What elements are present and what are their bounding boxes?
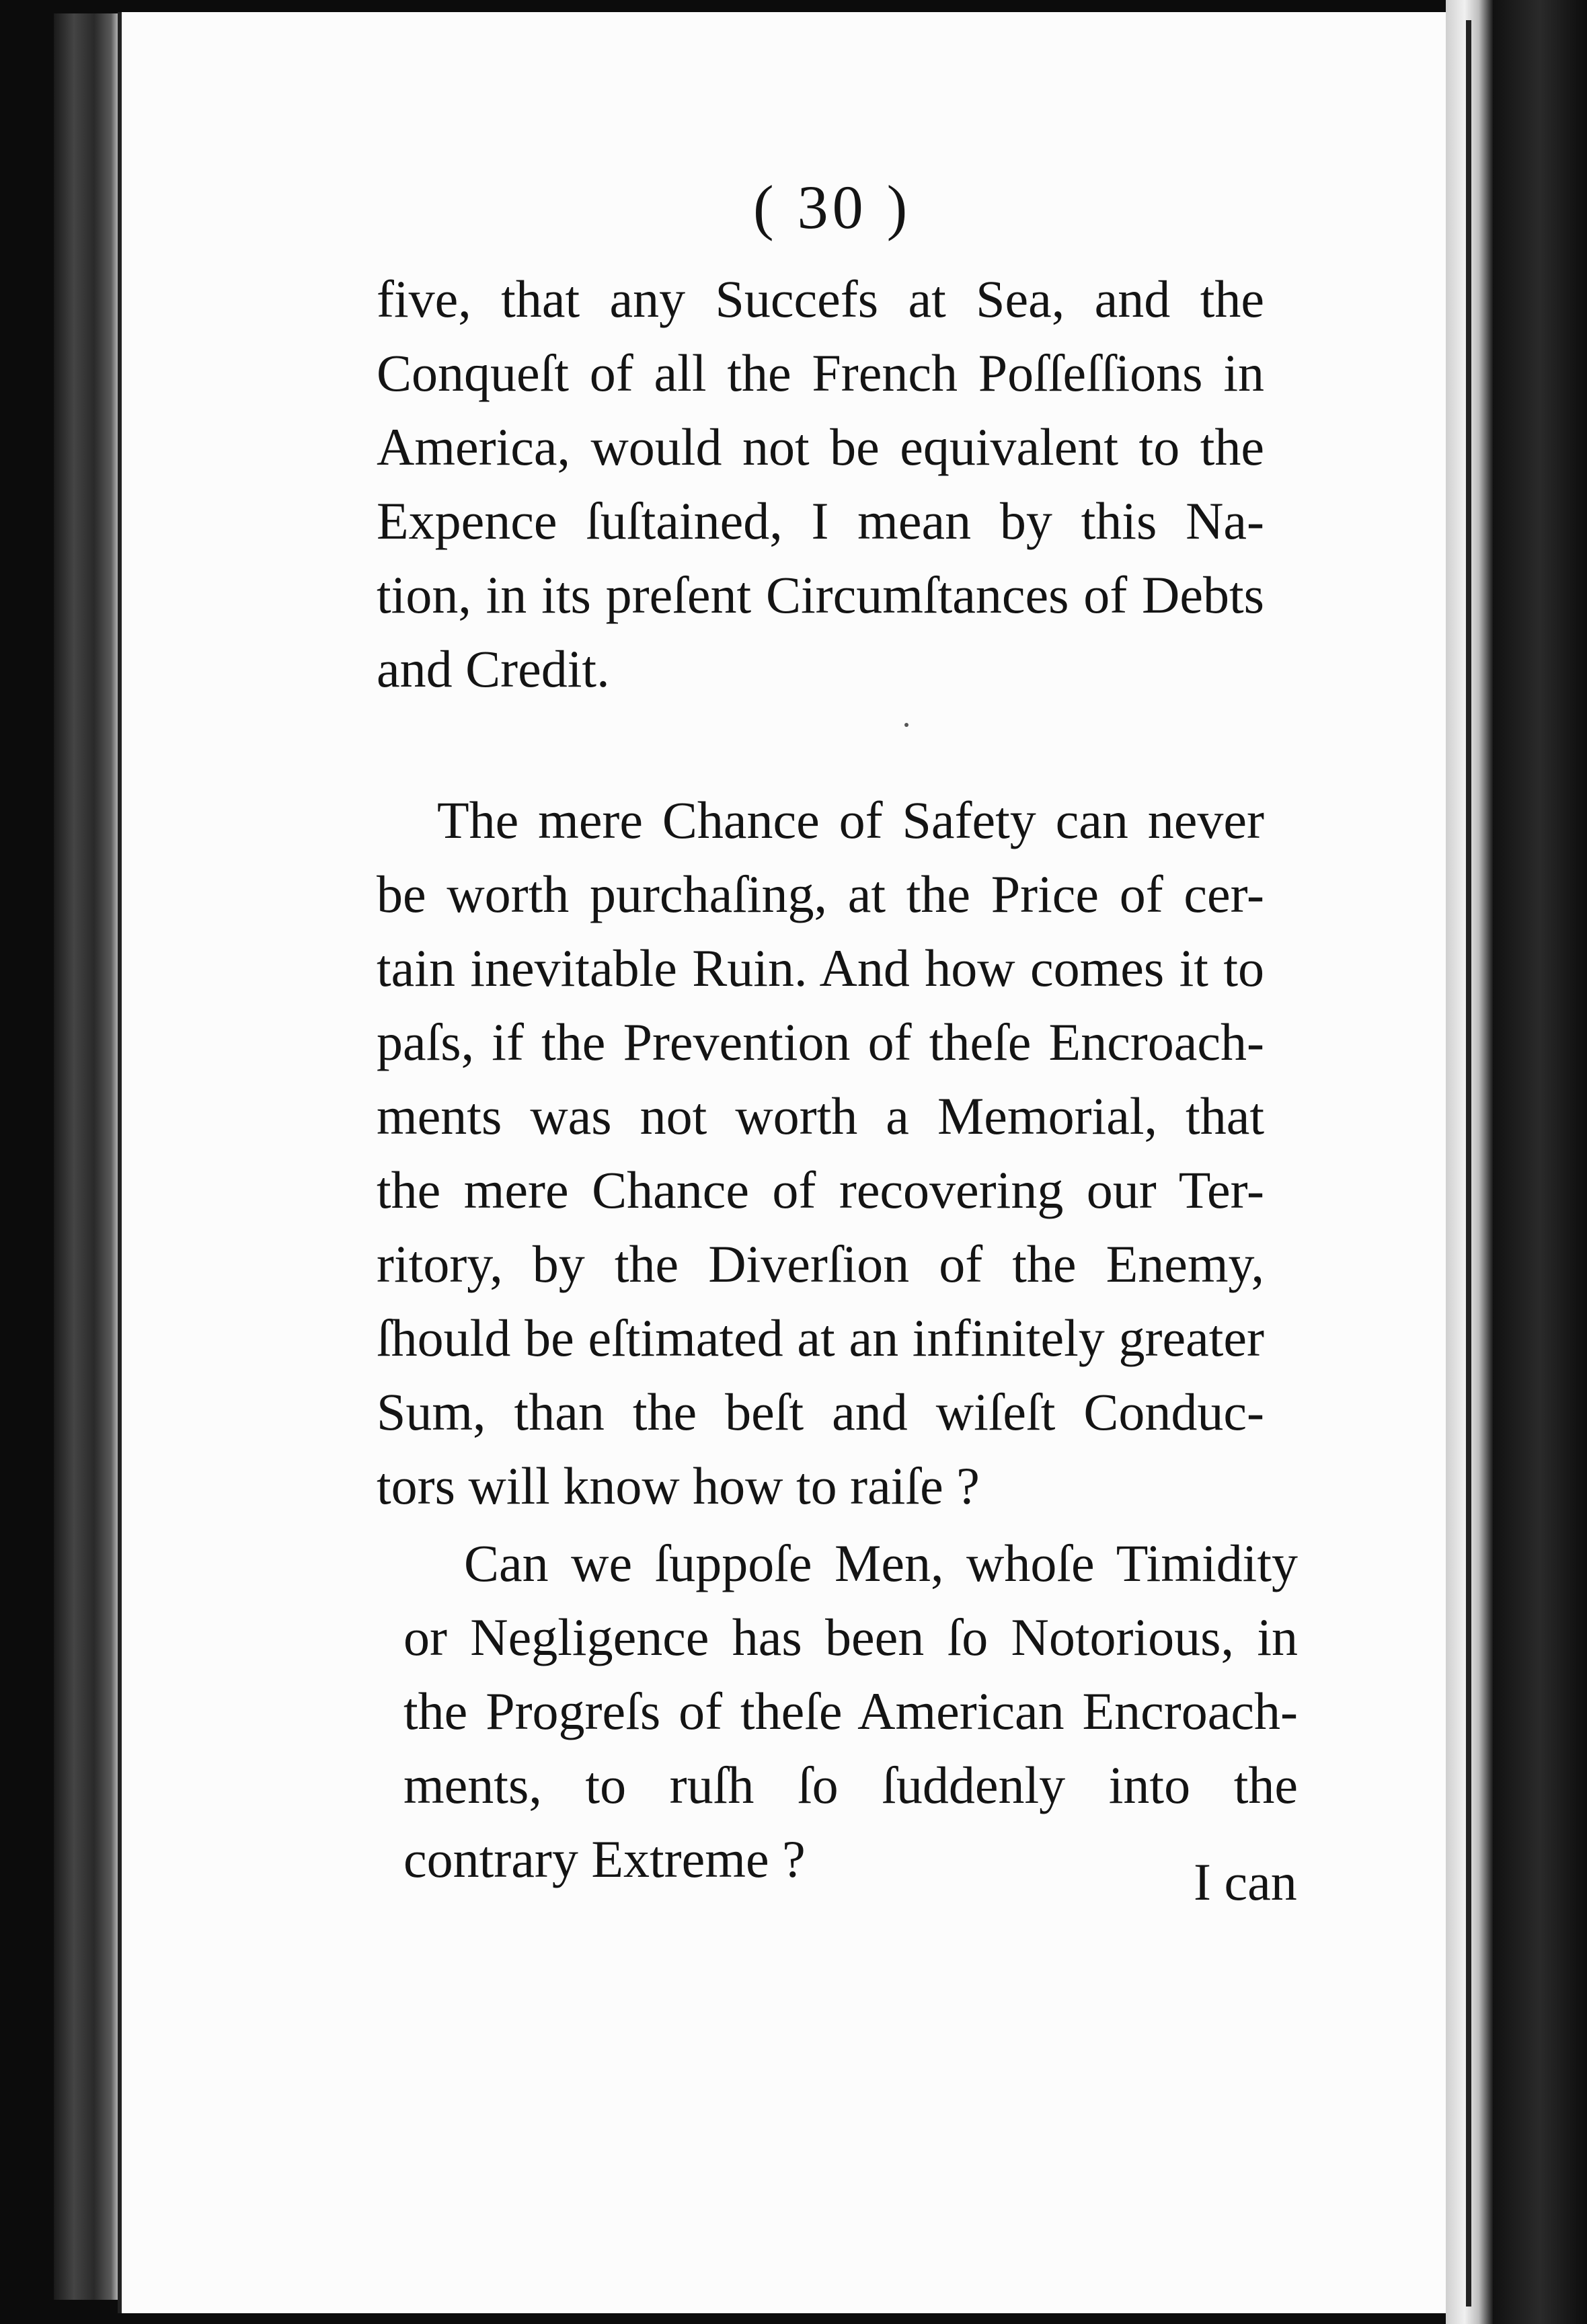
text-line: Can we ſuppoſe Men, whoſe Timidity: [464, 1534, 1298, 1592]
ink-speck: [904, 723, 908, 727]
text-line: five, that any Succefs at Sea, and the: [377, 270, 1264, 328]
text-line: ments, to ruſh ſo ſuddenly into the: [403, 1756, 1298, 1814]
text-line: ſhould be eſtimated at an infinitely greater: [377, 1309, 1264, 1367]
text-line: or Negligence has been ſo Notorious, in: [403, 1608, 1298, 1666]
book-binding-right: [1493, 0, 1587, 2324]
catchword: I can: [1194, 1853, 1297, 1911]
paragraph: [403, 1526, 1298, 1896]
text-line: Conqueſt of all the French Poſſeſſions in: [377, 344, 1264, 402]
text-line: and Credit.: [377, 640, 610, 698]
text-line: ritory, by the Diverſion of the Enemy,: [377, 1235, 1264, 1293]
paragraph: [377, 783, 1264, 1523]
text-line: Sum, than the beſt and wiſeſt Conduc-: [377, 1383, 1264, 1441]
text-line: paſs, if the Prevention of theſe Encroach-: [377, 1013, 1264, 1071]
text-line: Expence ſuſtained, I mean by this Na-: [377, 492, 1264, 550]
text-line: the Progreſs of theſe American Encroach-: [403, 1682, 1298, 1740]
text-line: ments was not worth a Memorial, that: [377, 1087, 1264, 1145]
paragraph: [377, 262, 1264, 706]
text-line: tion, in its preſent Circumſtances of Debts: [377, 566, 1264, 624]
text-line: America, would not be equivalent to the: [377, 418, 1264, 476]
text-line: The mere Chance of Safety can never: [437, 791, 1264, 849]
text-line: tain inevitable Ruin. And how comes it to: [377, 939, 1264, 997]
next-page-edge: [1466, 20, 1471, 2307]
text-line: tors will know how to raiſe ?: [377, 1457, 980, 1515]
page-number: ( 30 ): [753, 173, 912, 241]
text-line: be worth purchaſing, at the Price of cer-: [377, 865, 1264, 923]
book-binding-left: [54, 13, 121, 2300]
text-line: the mere Chance of recovering our Ter-: [377, 1161, 1264, 1219]
text-line: contrary Extreme ?: [403, 1830, 806, 1888]
